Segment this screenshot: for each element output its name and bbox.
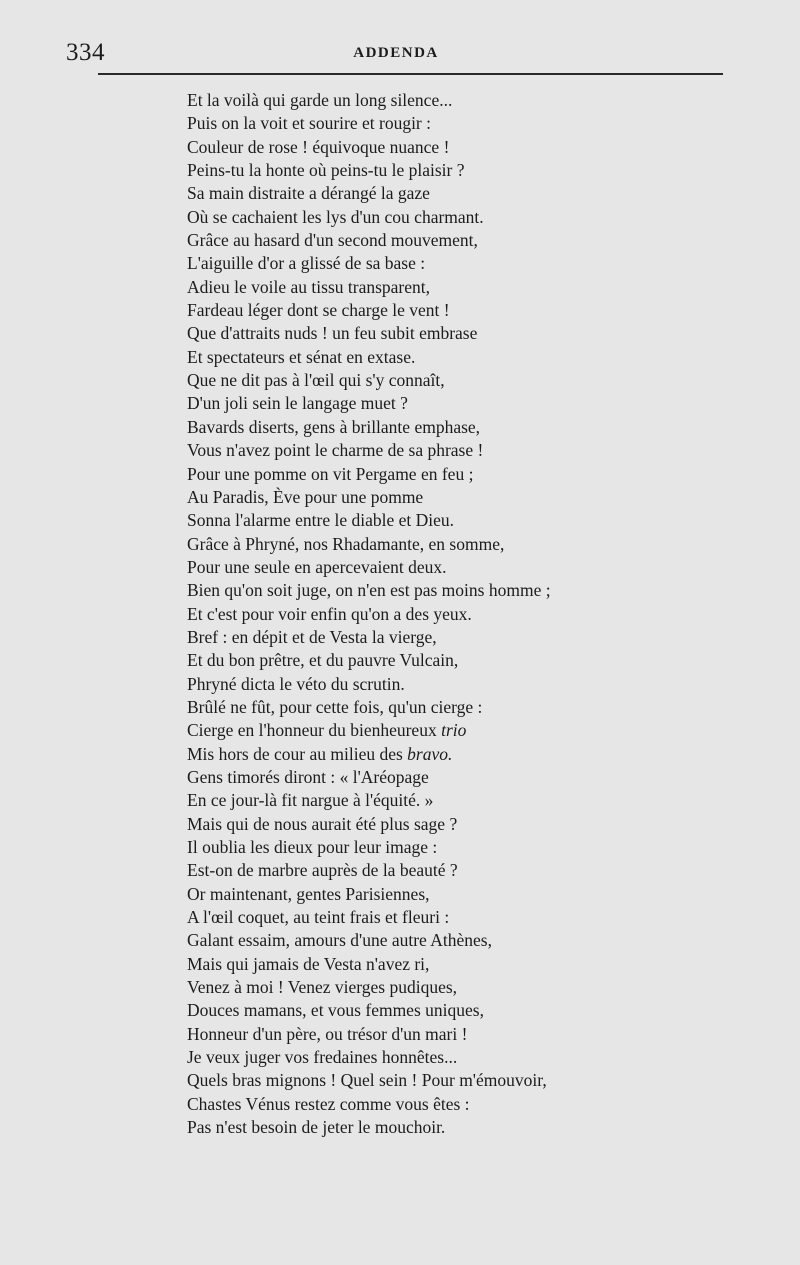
verse-line: Et du bon prêtre, et du pauvre Vulcain, [187, 650, 459, 671]
running-title: ADDENDA [353, 45, 439, 61]
verse-line: Fardeau léger dont se charge le vent ! [187, 300, 450, 321]
verse-line: Il oublia les dieux pour leur image : [187, 837, 438, 857]
verse-line: Sonna l'alarme entre le diable et Dieu. [187, 510, 455, 531]
verse-line: Et c'est pour voir enfin qu'on a des yeux. [187, 603, 472, 624]
verse-line: Grâce au hasard d'un second mouvement, [187, 230, 478, 251]
verse-line: Gens timorés diront : « l'Aréopage [187, 766, 429, 787]
verse-line: Douces mamans, et vous femmes uniques, [187, 1000, 484, 1021]
verse-line: Je veux juger vos fredaines honnêtes... [187, 1047, 458, 1068]
verse-line: Grâce à Phryné, nos Rhadamante, en somme, [187, 533, 505, 554]
verse-text: Cierge en l'honneur du bienheureux [187, 720, 437, 741]
verse-line: Chastes Vénus restez comme vous êtes : [187, 1093, 470, 1114]
verse-line: Phryné dicta le véto du scrutin. [187, 673, 405, 694]
verse-line: D'un joli sein le langage muet ? [187, 393, 408, 414]
verse-line: Galant essaim, amours d'une autre Athènes, [187, 930, 492, 951]
verse-line: Sa main distraite a dérangé la gaze [187, 183, 430, 204]
verse-line: Quels bras mignons ! Quel sein ! Pour m'émouvoir, [187, 1070, 547, 1091]
verse-line: Bien qu'on soit juge, on n'en est pas moins homme ; [187, 580, 551, 601]
header-rule [98, 73, 723, 75]
verse-line [187, 719, 787, 742]
page-number: 334 [66, 39, 105, 66]
italic-word: bravo. [407, 743, 453, 764]
verse-line: Brûlé ne fût, pour cette fois, qu'un cierge : [187, 696, 483, 717]
verse-line: Est-on de marbre auprès de la beauté ? [187, 860, 458, 881]
verse-line: Mais qui jamais de Vesta n'avez ri, [187, 953, 430, 974]
italic-word: trio [441, 720, 467, 741]
verse-line: Or maintenant, gentes Parisiennes, [187, 883, 430, 904]
verse-line: Honneur d'un père, ou trésor d'un mari ! [187, 1023, 468, 1044]
verse-line: En ce jour-là fit nargue à l'équité. » [187, 790, 434, 811]
verse-line: Pas n'est besoin de jeter le mouchoir. [187, 1117, 446, 1138]
verse-line: Pour une seule en apercevaient deux. [187, 556, 447, 577]
verse-line: Bref : en dépit et de Vesta la vierge, [187, 626, 437, 647]
verse-line: Que d'attraits nuds ! un feu subit embrase [187, 323, 478, 344]
verse-line [187, 743, 787, 766]
verse-line: Puis on la voit et sourire et rougir : [187, 113, 431, 134]
verse-line: Adieu le voile au tissu transparent, [187, 276, 430, 297]
verse-line: Que ne dit pas à l'œil qui s'y connaît, [187, 370, 445, 391]
verse-line: L'aiguille d'or a glissé de sa base : [187, 253, 426, 274]
verse-line: A l'œil coquet, au teint frais et fleuri : [187, 907, 450, 928]
page-header [66, 38, 726, 68]
verse-line: Peins-tu la honte où peins-tu le plaisir ? [187, 160, 465, 181]
verse-line: Venez à moi ! Venez vierges pudiques, [187, 977, 458, 998]
verse-line: Pour une pomme on vit Pergame en feu ; [187, 463, 474, 484]
verse-line: Vous n'avez point le charme de sa phrase ! [187, 440, 484, 461]
verse-line: Où se cachaient les lys d'un cou charmant. [187, 206, 484, 227]
verse-line: Mais qui de nous aurait été plus sage ? [187, 813, 458, 834]
verse-line: Et spectateurs et sénat en extase. [187, 346, 416, 367]
verse-line: Couleur de rose ! équivoque nuance ! [187, 136, 450, 157]
verse-line: Bavards diserts, gens à brillante emphase, [187, 416, 481, 437]
poem-body [187, 89, 787, 1139]
verse-text: Mis hors de cour au milieu des [187, 743, 403, 764]
verse-line: Au Paradis, Ève pour une pomme [187, 486, 424, 507]
verse-line: Et la voilà qui garde un long silence... [187, 90, 453, 110]
